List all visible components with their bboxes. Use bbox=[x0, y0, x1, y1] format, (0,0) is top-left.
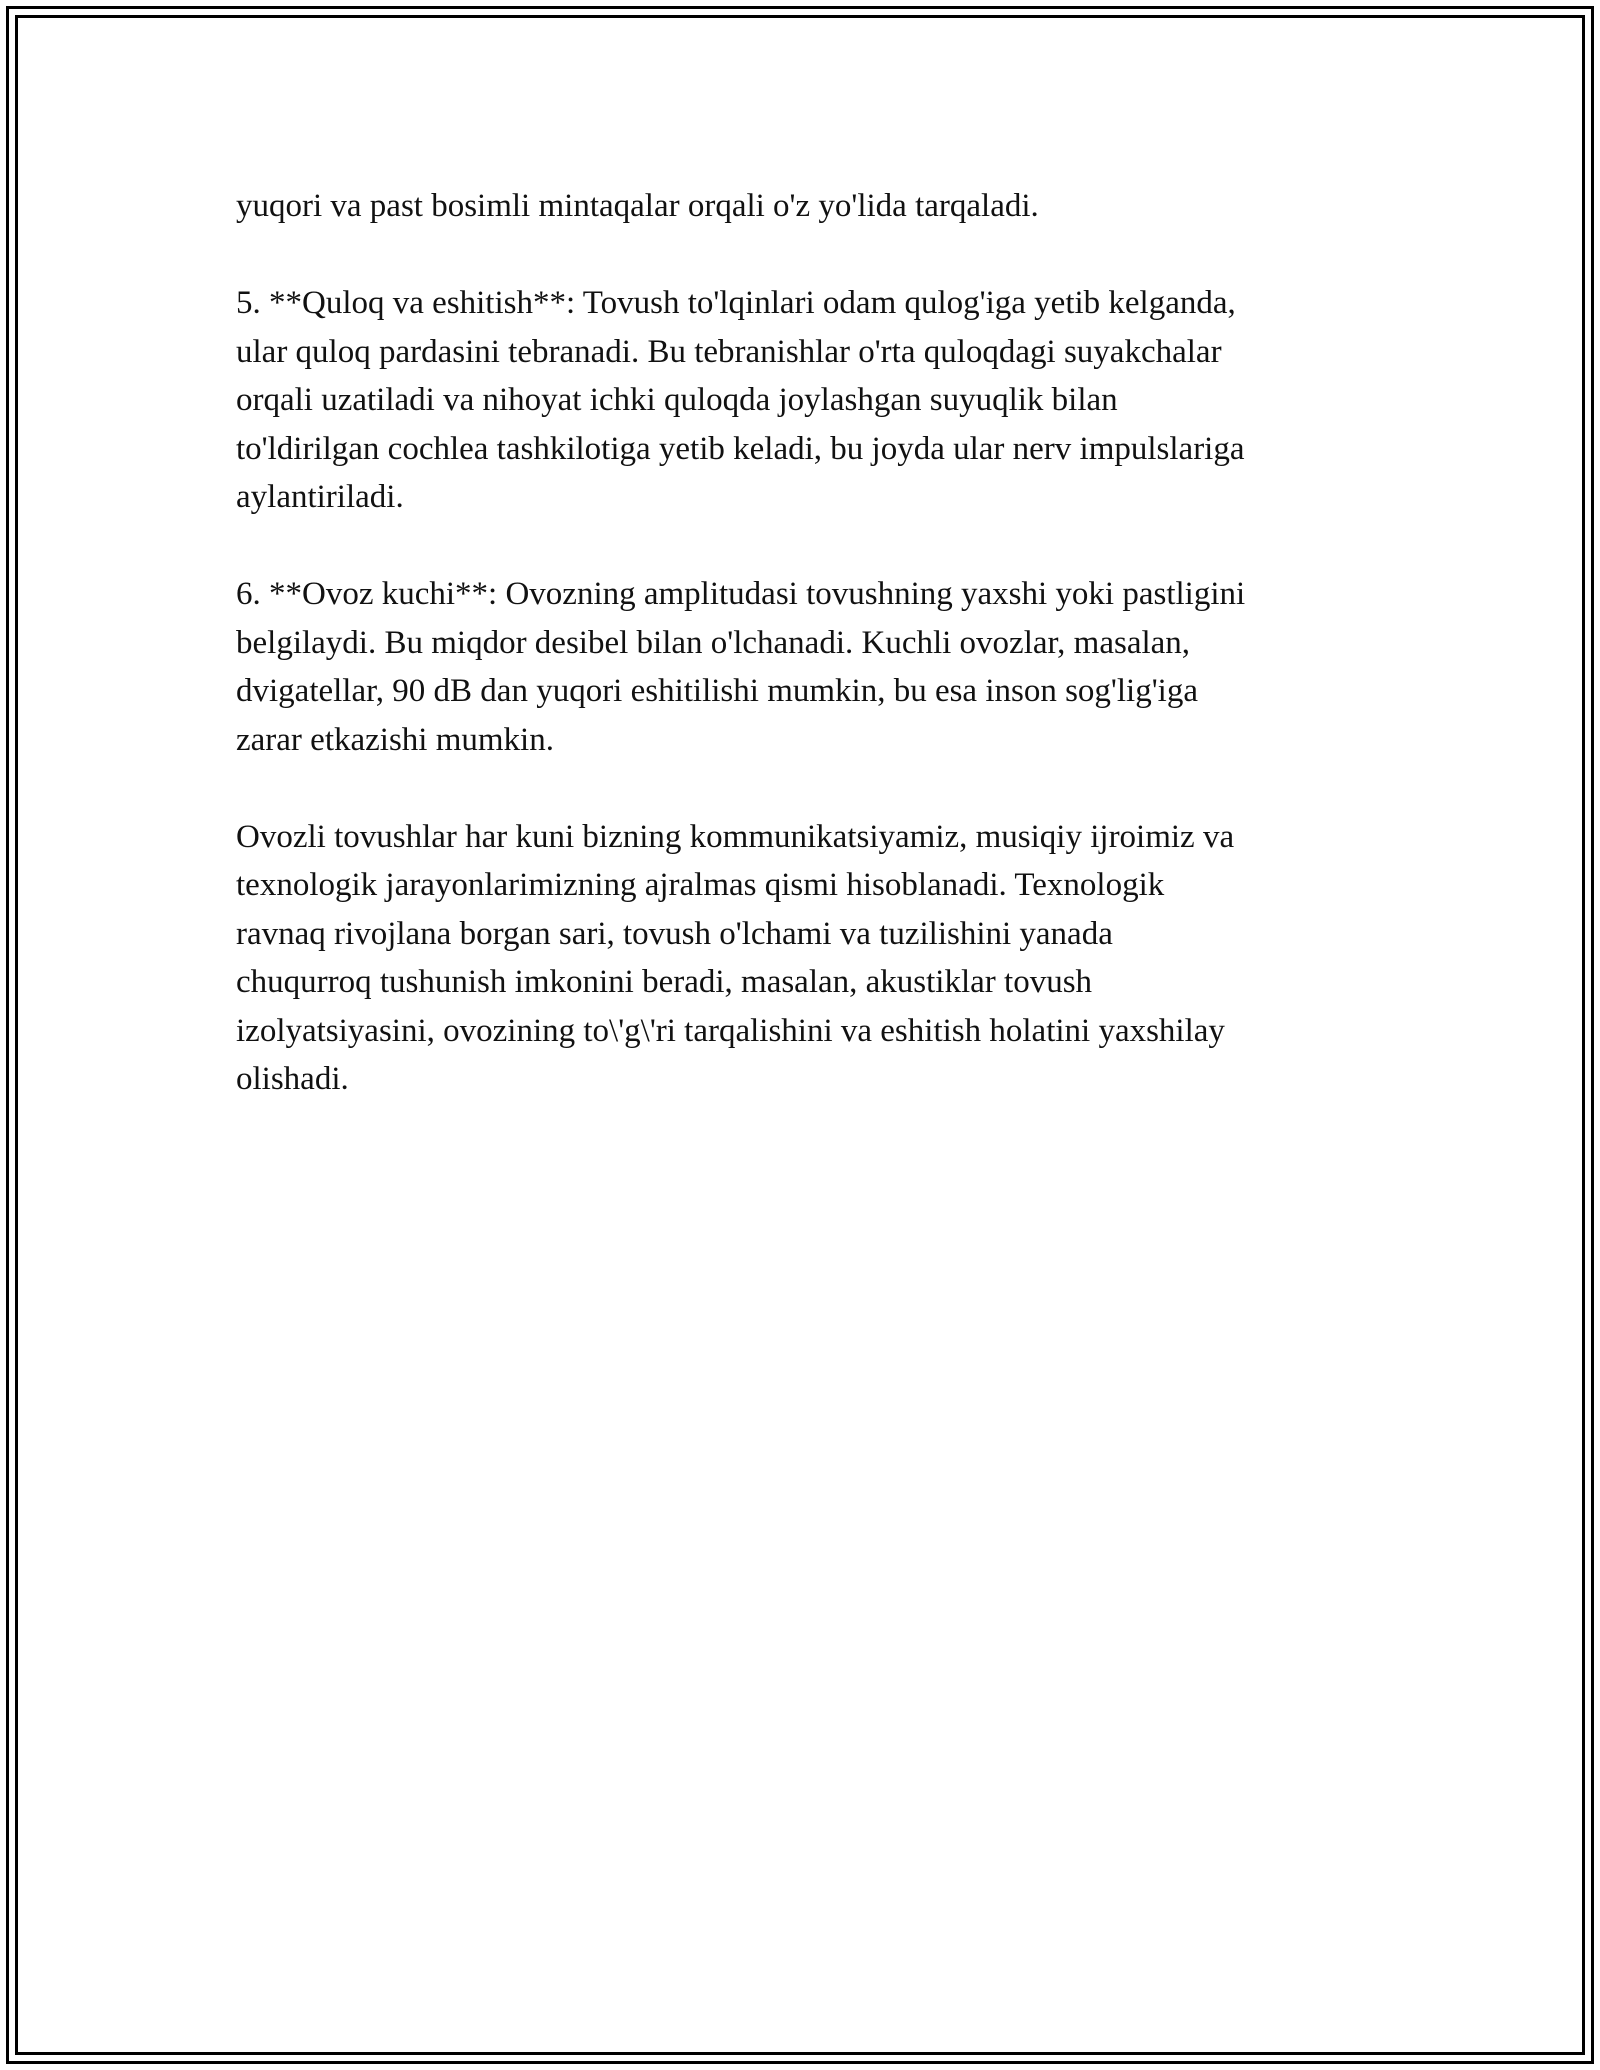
paragraph-ear-and-hearing: 5. **Quloq va eshitish**: Tovush to'lqinlari odam qulog'iga yetib kelganda, ular quloq pardasini tebranadi. Bu tebranishlar o'rta quloqdagi suyakchalar orqali uzatiladi va nihoyat ichki quloqda joylashgan suyuqlik bilan to'ldirilgan cochlea tashkilotiga yetib keladi, bu joyda ular nerv impulslariga aylantiriladi. bbox=[236, 285, 1245, 515]
paragraph-sound-intensity: 6. **Ovoz kuchi**: Ovozning amplitudasi tovushning yaxshi yoki pastligini belgilaydi. Bu miqdor desibel bilan o'lchanadi. Kuchli ovozlar, masalan, dvigatellar, 90 dB dan yuqori eshitilishi mumkin, bu esa inson sog'lig'iga zarar etkazishi mumkin. bbox=[236, 576, 1246, 758]
paragraph-continuation: yuqori va past bosimli mintaqalar orqali o'z yo'lida tarqaladi. bbox=[236, 188, 1039, 224]
document-body bbox=[236, 182, 1386, 1152]
paragraph-conclusion: Ovozli tovushlar har kuni bizning kommunikatsiyamiz, musiqiy ijroimiz va texnologik jarayonlarimizning ajralmas qismi hisoblanadi. Texnologik ravnaq rivojlana borgan sari, tovush o'lchami va tuzilishini yanada chuqurroq tushunish imkonini beradi, masalan, akustiklar tovush izolyatsiyasini, ovozining to\'g\'ri tarqalishini va eshitish holatini yaxshilay olishadi. bbox=[236, 818, 1235, 1097]
